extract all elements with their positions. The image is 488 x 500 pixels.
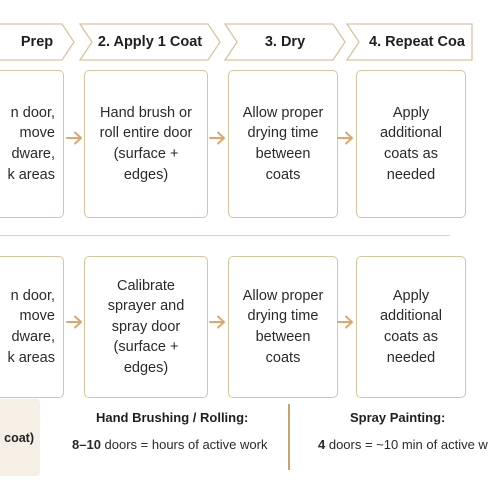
step-repeat-coat [347, 24, 472, 60]
step-dry [225, 24, 345, 60]
step-label: 3. Dry [264, 34, 306, 50]
spray-summary-rest: doors = ~10 min of active w [325, 437, 488, 452]
card-dry-brush: Allow proper drying time between coats [228, 70, 338, 218]
card-prep-brush: n door, move dware, k areas [0, 70, 64, 218]
row-divider [0, 235, 450, 236]
card-dry-spray: Allow proper drying time between coats [228, 256, 338, 398]
card-apply-brush: Hand brush or roll entire door (surface + edges) [84, 70, 208, 218]
card-prep-spray: n door, move dware, k areas [0, 256, 64, 398]
arrow-icon [337, 315, 355, 329]
brushing-door-count: 8–10 [72, 437, 101, 452]
brushing-summary-text [72, 437, 267, 452]
step-label: 4. Repeat Coa [369, 34, 465, 50]
card-repeat-spray: Apply additional coats as needed [356, 256, 466, 398]
brushing-summary-rest: doors = hours of active work [100, 437, 268, 452]
arrow-icon [337, 131, 355, 145]
summary-badge: coat) [0, 399, 40, 476]
step-label: 2. Apply 1 Coat [97, 34, 203, 50]
arrow-icon [66, 131, 84, 145]
card-repeat-brush: Apply additional coats as needed [356, 70, 466, 218]
arrow-icon [209, 315, 227, 329]
spray-door-count: 4 [318, 437, 326, 452]
step-label: Prep [20, 34, 54, 50]
summary-separator [288, 404, 290, 470]
card-apply-spray: Calibrate sprayer and spray door (surface + edges) [84, 256, 208, 398]
spray-summary-title: Spray Painting: [350, 410, 446, 425]
arrow-icon [66, 315, 84, 329]
step-apply-coat [80, 24, 220, 60]
brushing-summary-title: Hand Brushing / Rolling: [96, 410, 249, 425]
arrow-icon [209, 131, 227, 145]
spray-summary-text [318, 437, 488, 452]
step-prep [0, 24, 76, 60]
